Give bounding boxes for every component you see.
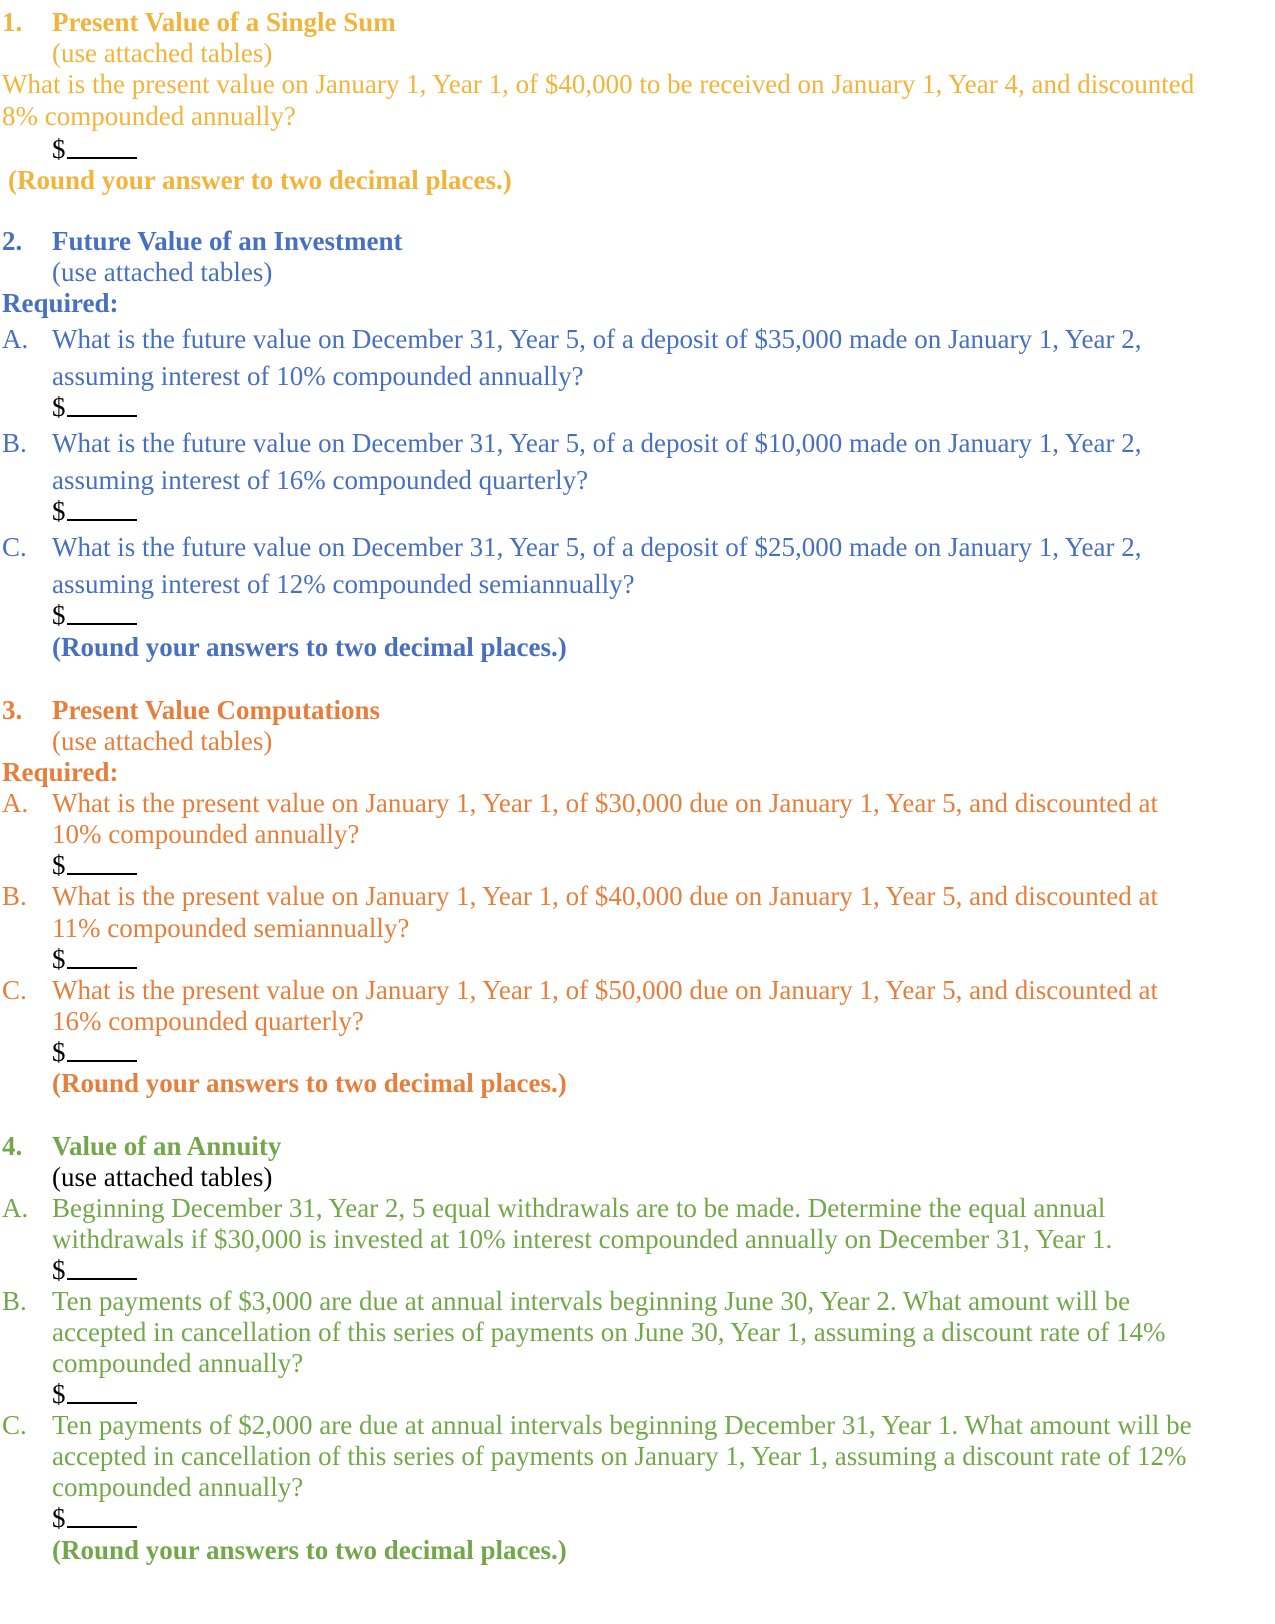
section-3-required: Required: bbox=[2, 757, 119, 787]
section-3-note: (use attached tables) bbox=[52, 726, 273, 756]
section-1-note: (use attached tables) bbox=[52, 38, 273, 68]
dollar-sign: $ bbox=[52, 1379, 66, 1409]
section-4-item-c-letter: C. bbox=[2, 1410, 27, 1440]
section-3-item-b-answer-blank[interactable] bbox=[52, 944, 137, 975]
answer-underline bbox=[67, 519, 137, 521]
section-3-item-a-line-1: What is the present value on January 1, Year 1, of $30,000 due on January 1, Year 5, and discounted at bbox=[52, 788, 1159, 818]
answer-underline bbox=[67, 1526, 137, 1528]
answer-underline bbox=[67, 1278, 137, 1280]
section-3-item-c-line-1: What is the present value on January 1, Year 1, of $50,000 due on January 1, Year 5, and discounted at bbox=[52, 975, 1159, 1005]
section-4-number: 4. bbox=[2, 1131, 23, 1161]
section-4-item-c-line-3: compounded annually? bbox=[52, 1472, 304, 1502]
section-3-item-b-letter: B. bbox=[2, 881, 27, 911]
section-1-question-line-1: What is the present value on January 1, Year 1, of $40,000 to be received on January 1, Year 4, and discounted bbox=[2, 69, 1195, 99]
section-1-number: 1. bbox=[2, 7, 23, 37]
section-4-item-b-line-3: compounded annually? bbox=[52, 1348, 304, 1378]
section-4-item-a-line-1: Beginning December 31, Year 2, 5 equal withdrawals are to be made. Determine the equal annual bbox=[52, 1193, 1106, 1223]
section-2-item-a-line-1: What is the future value on December 31, Year 5, of a deposit of $35,000 made on January 1, Year 2, bbox=[52, 324, 1142, 354]
section-4-item-b-line-2: accepted in cancellation of this series of payments on June 30, Year 1, assuming a discount rate of 14% bbox=[52, 1317, 1166, 1347]
section-2-item-b-letter: B. bbox=[2, 428, 27, 458]
section-2-item-a-line-2: assuming interest of 10% compounded annually? bbox=[52, 361, 584, 391]
section-4-item-a-answer-blank[interactable] bbox=[52, 1255, 137, 1286]
section-1-title: Present Value of a Single Sum bbox=[52, 7, 396, 37]
dollar-sign: $ bbox=[52, 392, 66, 422]
section-4-item-b-answer-blank[interactable] bbox=[52, 1379, 137, 1410]
section-4-item-c-answer-blank[interactable] bbox=[52, 1503, 137, 1534]
section-3-item-b-line-1: What is the present value on January 1, Year 1, of $40,000 due on January 1, Year 5, and discounted at bbox=[52, 881, 1159, 911]
section-4-rounding-note: (Round your answers to two decimal places.) bbox=[52, 1535, 567, 1565]
answer-underline bbox=[67, 1402, 137, 1404]
dollar-sign: $ bbox=[52, 850, 66, 880]
section-2-item-c-answer-blank[interactable] bbox=[52, 600, 137, 631]
section-4-item-b-letter: B. bbox=[2, 1286, 27, 1316]
section-3-item-c-answer-blank[interactable] bbox=[52, 1037, 137, 1068]
section-2-item-b-line-2: assuming interest of 16% compounded quarterly? bbox=[52, 465, 589, 495]
section-1-answer-blank[interactable] bbox=[52, 134, 137, 165]
answer-underline bbox=[67, 623, 137, 625]
answer-underline bbox=[67, 967, 137, 969]
answer-underline bbox=[67, 1060, 137, 1062]
section-3-title: Present Value Computations bbox=[52, 695, 381, 725]
section-1-question-line-2: 8% compounded annually? bbox=[2, 101, 296, 131]
section-2-item-b-line-1: What is the future value on December 31, Year 5, of a deposit of $10,000 made on January 1, Year 2, bbox=[52, 428, 1142, 458]
answer-underline bbox=[67, 415, 137, 417]
section-3-item-a-line-2: 10% compounded annually? bbox=[52, 819, 360, 849]
section-2-item-c-line-2: assuming interest of 12% compounded semiannually? bbox=[52, 569, 635, 599]
section-2-item-a-letter: A. bbox=[2, 324, 29, 354]
dollar-sign: $ bbox=[52, 1037, 66, 1067]
section-4-item-c-line-2: accepted in cancellation of this series of payments on January 1, Year 1, assuming a discount rate of 12% bbox=[52, 1441, 1187, 1471]
section-3-item-a-answer-blank[interactable] bbox=[52, 850, 137, 881]
section-4-item-a-letter: A. bbox=[2, 1193, 29, 1223]
section-3-rounding-note: (Round your answers to two decimal places.) bbox=[52, 1068, 567, 1098]
section-2-item-a-answer-blank[interactable] bbox=[52, 392, 137, 423]
section-2-item-c-line-1: What is the future value on December 31, Year 5, of a deposit of $25,000 made on January 1, Year 2, bbox=[52, 532, 1142, 562]
section-2-required: Required: bbox=[2, 288, 119, 318]
section-1-rounding-note: (Round your answer to two decimal places.) bbox=[8, 165, 512, 195]
dollar-sign: $ bbox=[52, 600, 66, 630]
dollar-sign: $ bbox=[52, 944, 66, 974]
section-2-rounding-note: (Round your answers to two decimal places.) bbox=[52, 632, 567, 662]
section-3-item-a-letter: A. bbox=[2, 788, 29, 818]
section-4-item-b-line-1: Ten payments of $3,000 are due at annual intervals beginning June 30, Year 2. What amount will be bbox=[52, 1286, 1131, 1316]
dollar-sign: $ bbox=[52, 1255, 66, 1285]
section-3-number: 3. bbox=[2, 695, 23, 725]
answer-underline bbox=[67, 873, 137, 875]
section-3-item-c-letter: C. bbox=[2, 975, 27, 1005]
section-2-number: 2. bbox=[2, 226, 23, 256]
section-2-title: Future Value of an Investment bbox=[52, 226, 403, 256]
dollar-sign: $ bbox=[52, 134, 66, 164]
section-2-item-b-answer-blank[interactable] bbox=[52, 496, 137, 527]
section-4-title: Value of an Annuity bbox=[52, 1131, 282, 1161]
section-2-note: (use attached tables) bbox=[52, 257, 273, 287]
section-4-note: (use attached tables) bbox=[52, 1162, 273, 1192]
section-4-item-a-line-2: withdrawals if $30,000 is invested at 10% interest compounded annually on December 31, Year 1. bbox=[52, 1224, 1113, 1254]
dollar-sign: $ bbox=[52, 1503, 66, 1533]
answer-underline bbox=[67, 157, 137, 159]
section-4-item-c-line-1: Ten payments of $2,000 are due at annual intervals beginning December 31, Year 1. What amount will be bbox=[52, 1410, 1192, 1440]
section-3-item-c-line-2: 16% compounded quarterly? bbox=[52, 1006, 364, 1036]
section-3-item-b-line-2: 11% compounded semiannually? bbox=[52, 913, 410, 943]
dollar-sign: $ bbox=[52, 496, 66, 526]
section-2-item-c-letter: C. bbox=[2, 532, 27, 562]
